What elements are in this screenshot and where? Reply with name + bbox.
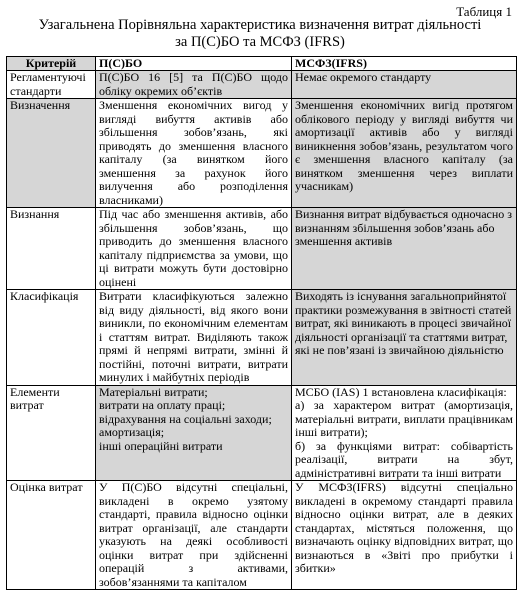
row-criterion: Визначення <box>7 99 96 208</box>
msfz-element-line: б) за функціями витрат: собівартість реалізації, витрати на збут, адміністративні витрати та інші витрати <box>295 438 513 480</box>
row-criterion: Визнання <box>7 208 96 290</box>
header-criterion: Критерій <box>7 57 96 71</box>
header-msfz: МСФЗ(IFRS) <box>292 57 517 71</box>
msfz-element-line: МСБО (IAS) 1 встановлена класифікація: <box>295 384 507 399</box>
row-psbo: П(С)БО 16 [5] та П(С)БО щодо обліку окремих об’єктів <box>96 71 292 99</box>
header-psbo: П(С)БО <box>96 57 292 71</box>
msfz-element-line: а) за характером витрат (амортизація, матеріальні витрати, виплати працівникам інші витрати); <box>295 398 513 439</box>
row-criterion: Оцінка витрат <box>7 481 96 590</box>
title-line-2: за П(С)БО та МСФЗ (IFRS) <box>175 34 345 50</box>
row-psbo: Витрати класифікуються залежно від виду діяльності, від якого вони виникли, по економічним елементам і статтям витрат. Виділяють також прямі й непрямі витрати, змінні й постійні, поточні витрати, витрати минулих і майбутніх періодів <box>96 290 292 386</box>
row-msfz: Визнання витрат відбувається одночасно з визнанням збільшення зобов’язань або зменшення активів <box>292 208 517 290</box>
row-criterion: Регламентуючі стандарти <box>7 71 96 99</box>
row-msfz <box>292 385 517 481</box>
table-title <box>0 17 520 51</box>
title-line-1: Узагальнена Порівняльна характеристика визначення витрат діяльності <box>38 17 482 33</box>
row-criterion: Класифікація <box>7 290 96 386</box>
psbo-element-line: Матеріальні витрати; <box>99 384 208 399</box>
table-row <box>7 71 517 99</box>
table-row <box>7 481 517 590</box>
row-psbo <box>96 385 292 481</box>
row-psbo: Під час або зменшення активів, або збільшення зобов’язань, що приводить до зменшення власного капіталу підприємства за умови, що ці витрати можуть бути достовірно оцінені <box>96 208 292 290</box>
table-row <box>7 208 517 290</box>
row-psbo: Зменшення економічних вигод у вигляді вибуття активів або збільшення зобов’язань, які приводять до зменшення власного капіталу (за винятком його зменшення за рахунок його вилучення або розподілення власниками) <box>96 99 292 208</box>
comparison-table <box>6 56 517 590</box>
row-msfz: Немає окремого стандарту <box>292 71 517 99</box>
row-msfz: Зменшення економічних вигід протягом облікового періоду у вигляді вибуття чи амортизації активів або у вигляді виникнення зобов’язань, результатом чого є зменшення власного капіталу (за винятком зменшення через виплати учасникам) <box>292 99 517 208</box>
table-row <box>7 290 517 386</box>
row-criterion: Елементи витрат <box>7 385 96 481</box>
psbo-element-line: витрати на оплату праці; <box>99 398 226 412</box>
row-psbo: У П(С)БО відсутні спеціальні, викладені в окремо узятому стандарті, правила відносно оцінки витрат організації, але стандарти указують на деякі особливості оцінки витрат при здійсненні операцій з активами, зобов’язаннями та капіталом <box>96 481 292 590</box>
psbo-element-line: амортизація; <box>99 425 165 439</box>
table-number: Таблиця 1 <box>456 4 512 19</box>
psbo-element-line: відрахування на соціальні заходи; <box>99 411 272 426</box>
row-msfz: У МСФЗ(IFRS) відсутні спеціально викладені в окремому стандарті правила відносно оцінки витрат, але в деяких стандартах, містяться положення, що визначають оцінку відповідних витрат, що визнаються в «Звіті про прибутки і збитки» <box>292 481 517 590</box>
table-row <box>7 99 517 208</box>
table-header-row <box>7 57 517 71</box>
psbo-element-line: інші операційні витрати <box>99 438 223 453</box>
row-msfz: Виходять із існування загальноприйнятої практики розмежування в звітності статей витрат, які виникають в процесі звичайної діяльності організації та статтями витрат, які не пов’язані із звичайною діяльністю <box>292 290 517 386</box>
table-row <box>7 385 517 481</box>
